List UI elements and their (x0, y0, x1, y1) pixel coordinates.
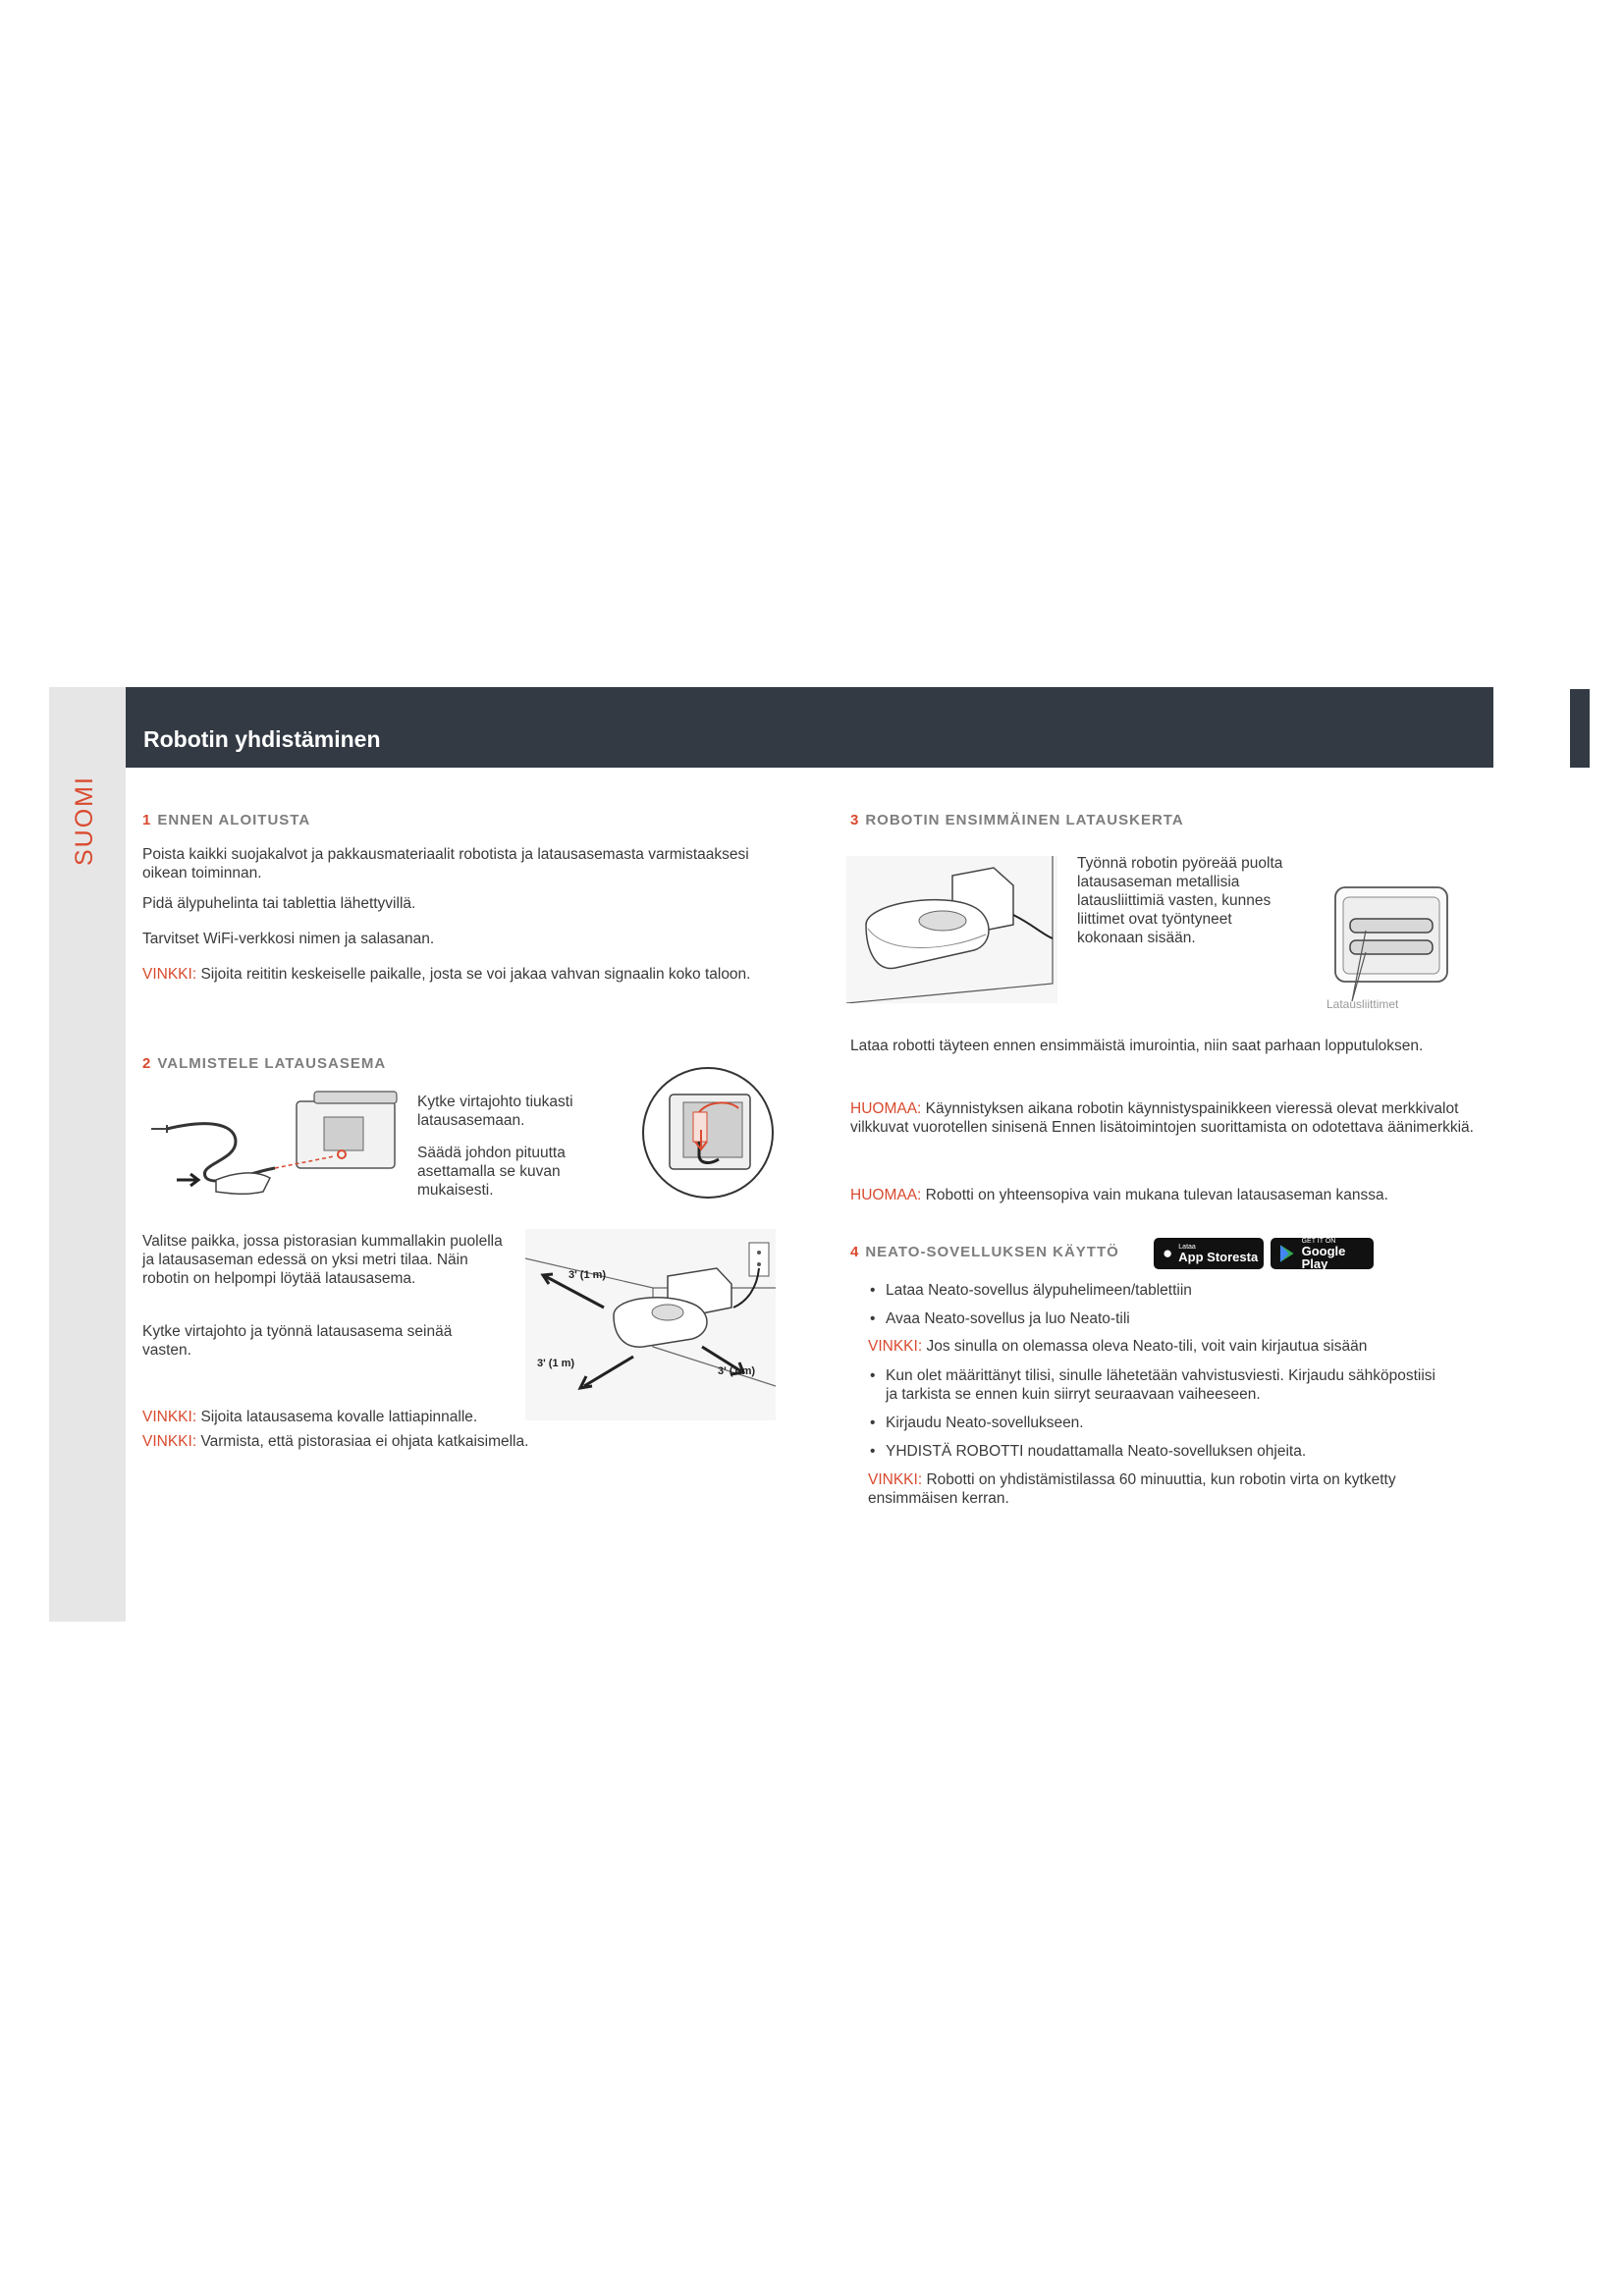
section-1-tip: VINKKI: Sijoita reititin keskeiselle paikalle, josta se voi jakaa vahvan signaalin koko taloon. (142, 966, 751, 983)
list-item: • Kirjaudu Neato-sovellukseen. (868, 1414, 1447, 1432)
section-4-steps-list-1 (868, 1281, 1457, 1338)
page-edge-tab (1570, 689, 1590, 768)
section-3-paragraph-1: Lataa robotti täyteen ennen ensimmäistä imurointia, niin saat parhaan lopputuloksen. (850, 1038, 1424, 1054)
section-2-tip-2: VINKKI: Varmista, että pistorasiaa ei ohjata katkaisimella. (142, 1433, 529, 1450)
clearance-label-back: 3' (1 m) (568, 1269, 607, 1281)
clearance-label-left: 3' (1 m) (537, 1358, 575, 1369)
section-1-title: 1 ENNEN ALOITUSTA (142, 812, 311, 828)
charging-base-plug-illustration (147, 1088, 403, 1210)
section-3-note-2: HUOMAA: Robotti on yhteensopiva vain mukana tulevan latausaseman kanssa. (850, 1187, 1388, 1203)
section-3-title: 3 ROBOTIN ENSIMMÄINEN LATAUSKERTA (850, 812, 1184, 828)
list-item: • YHDISTÄ ROBOTTI noudattamalla Neato-sovelluksen ohjeita. (868, 1442, 1447, 1461)
section-4-tip-1: VINKKI: Jos sinulla on olemassa oleva Neato-tili, voit vain kirjautua sisään (868, 1338, 1368, 1355)
placement-clearance-illustration (525, 1229, 776, 1420)
section-4-steps-list-2 (868, 1366, 1447, 1470)
section-2-figure-text-1: Kytke virtajohto tiukasti latausasemaan. (417, 1094, 573, 1129)
clearance-label-right: 3' (1 m) (718, 1365, 756, 1377)
charging-contacts-illustration (1301, 883, 1453, 1016)
section-2-paragraph-1: Valitse paikka, jossa pistorasian kummallakin puolella ja latausaseman edessä on yksi metri tilaa. Näin robotin on helpompi löytää latausasema. (142, 1233, 503, 1287)
section-2-tip-1: VINKKI: Sijoita latausasema kovalle lattiapinnalle. (142, 1409, 478, 1425)
google-play-icon (1278, 1244, 1296, 1263)
cord-routing-detail-illustration (640, 1065, 776, 1201)
section-4-title: 4 NEATO-SOVELLUKSEN KÄYTTÖ (850, 1244, 1119, 1260)
google-play-button[interactable]: GET IT ON Google Play (1271, 1238, 1374, 1269)
page-title: Robotin yhdistäminen (143, 726, 381, 752)
list-item: • Lataa Neato-sovellus älypuhelimeen/tablettiin (868, 1281, 1457, 1300)
section-2-title: 2 VALMISTELE LATAUSASEMA (142, 1055, 387, 1072)
robot-docking-illustration (846, 856, 1057, 1003)
section-1-paragraph-1: Poista kaikki suojakalvot ja pakkausmateriaalit robotista ja latausasemasta varmistaaksesi oikean toiminnan. (142, 846, 749, 881)
section-2-figure-text-2: Säädä johdon pituutta asettamalla se kuvan mukaisesti. (417, 1145, 566, 1199)
list-item: • Kun olet määrittänyt tilisi, sinulle lähetetään vahvistusviesti. Kirjaudu sähköpostiisi ja tarkista se ennen kuin siirryt seuraavaan vaiheeseen. (868, 1366, 1447, 1404)
page-header (126, 687, 1493, 768)
section-4-tip-2: VINKKI: Robotti on yhdistämistilassa 60 minuuttia, kun robotin virta on kytketty ensimmäisen kerran. (868, 1471, 1396, 1507)
charging-contacts-label: Latausliittimet (1326, 997, 1399, 1011)
apple-icon: ● (1163, 1244, 1173, 1262)
section-2-paragraph-2: Kytke virtajohto ja työnnä latausasema seinää vasten. (142, 1323, 453, 1359)
app-store-button[interactable]: ● Lataa App Storesta (1154, 1238, 1264, 1269)
section-3-figure-text: Työnnä robotin pyöreää puolta latausaseman metallisia latausliittimiä vasten, kunnes liittimet ovat työntyneet kokonaan sisään. (1077, 855, 1283, 946)
section-1-paragraph-3: Tarvitset WiFi-verkkosi nimen ja salasanan. (142, 931, 435, 947)
section-1-paragraph-2: Pidä älypuhelinta tai tablettia lähettyvillä. (142, 895, 416, 912)
section-3-note-1: HUOMAA: Käynnistyksen aikana robotin käynnistyspainikkeen vieressä olevat merkkivalot vilkkuvat vuorotellen sinisenä Ennen lisätoimintojen suorittamista on odotettava äänimerkkiä. (850, 1100, 1474, 1136)
list-item: • Avaa Neato-sovellus ja luo Neato-tili (868, 1309, 1457, 1328)
